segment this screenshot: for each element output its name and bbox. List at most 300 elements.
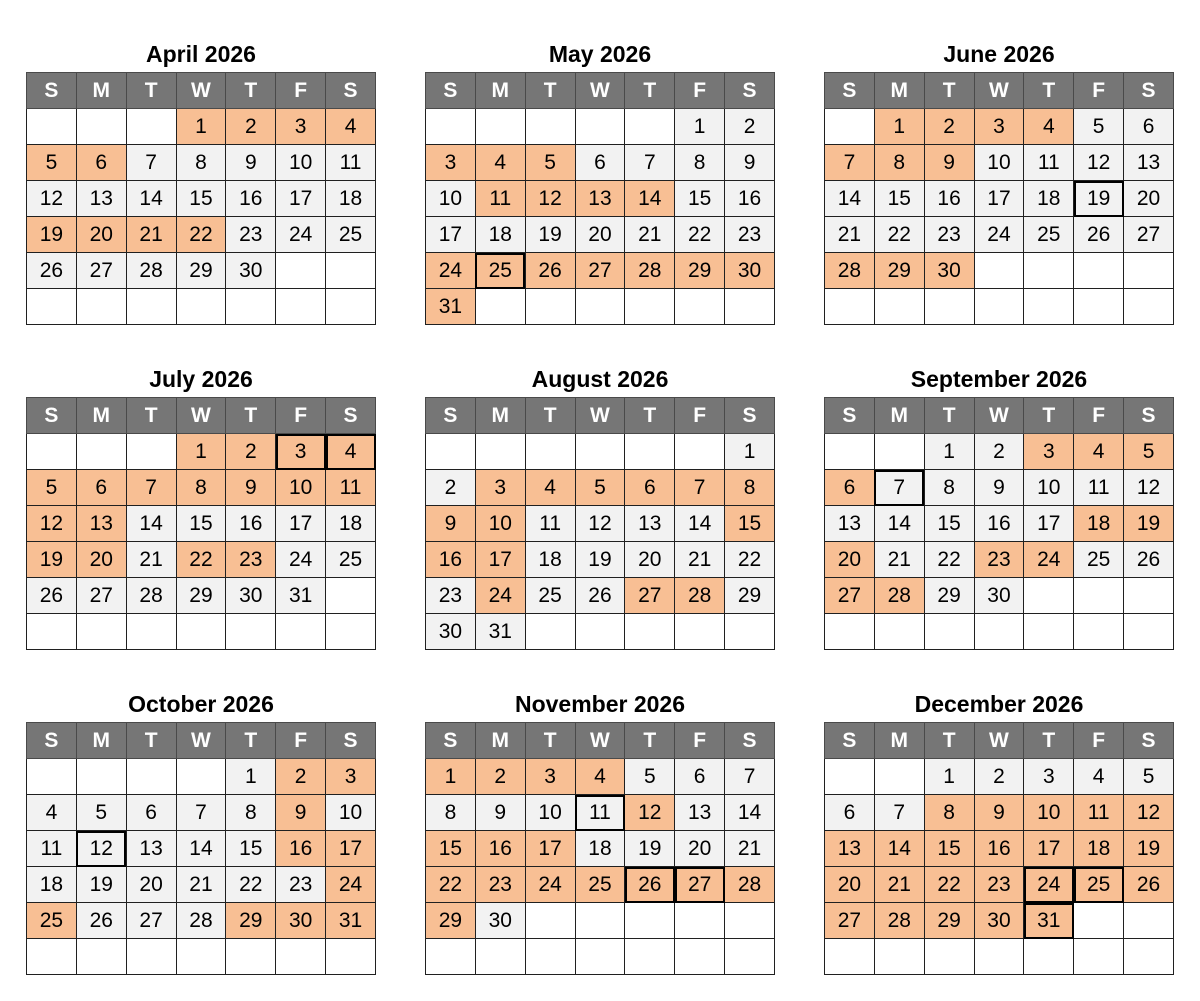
day-cell[interactable]: 20 bbox=[126, 867, 176, 903]
day-cell[interactable]: 28 bbox=[675, 578, 725, 614]
day-cell[interactable]: 28 bbox=[874, 578, 924, 614]
day-cell[interactable]: 20 bbox=[1124, 181, 1174, 217]
day-cell[interactable]: 11 bbox=[326, 470, 376, 506]
day-cell[interactable]: 6 bbox=[1124, 109, 1174, 145]
day-cell[interactable]: 7 bbox=[874, 470, 924, 506]
day-cell[interactable]: 5 bbox=[525, 145, 575, 181]
day-cell[interactable]: 3 bbox=[974, 109, 1024, 145]
day-cell[interactable]: 12 bbox=[27, 181, 77, 217]
weekday-header: T bbox=[924, 73, 974, 109]
day-cell[interactable]: 19 bbox=[625, 831, 675, 867]
day-cell[interactable]: 5 bbox=[27, 470, 77, 506]
day-cell[interactable]: 6 bbox=[76, 145, 126, 181]
day-cell[interactable]: 23 bbox=[475, 867, 525, 903]
day-cell[interactable]: 13 bbox=[575, 181, 625, 217]
day-cell[interactable]: 26 bbox=[525, 253, 575, 289]
day-cell[interactable]: 10 bbox=[1024, 470, 1074, 506]
day-cell[interactable]: 2 bbox=[725, 109, 775, 145]
empty-cell bbox=[924, 614, 974, 650]
day-cell[interactable]: 21 bbox=[625, 217, 675, 253]
day-cell[interactable]: 21 bbox=[825, 217, 875, 253]
day-cell[interactable]: 26 bbox=[1124, 867, 1174, 903]
day-cell[interactable]: 19 bbox=[1124, 506, 1174, 542]
weekday-header: W bbox=[974, 723, 1024, 759]
day-cell[interactable]: 1 bbox=[924, 434, 974, 470]
day-cell[interactable]: 27 bbox=[1124, 217, 1174, 253]
day-cell[interactable]: 27 bbox=[675, 867, 725, 903]
day-cell[interactable]: 13 bbox=[76, 506, 126, 542]
day-cell[interactable]: 13 bbox=[625, 506, 675, 542]
day-cell[interactable]: 30 bbox=[475, 903, 525, 939]
day-cell[interactable]: 28 bbox=[126, 253, 176, 289]
month-table bbox=[26, 722, 376, 975]
day-cell[interactable]: 3 bbox=[276, 434, 326, 470]
day-cell[interactable]: 2 bbox=[924, 109, 974, 145]
day-cell[interactable]: 19 bbox=[1124, 831, 1174, 867]
day-cell[interactable]: 2 bbox=[226, 109, 276, 145]
day-cell[interactable]: 9 bbox=[725, 145, 775, 181]
day-cell[interactable]: 2 bbox=[426, 470, 476, 506]
day-cell[interactable]: 12 bbox=[1124, 795, 1174, 831]
day-cell[interactable]: 28 bbox=[725, 867, 775, 903]
day-cell[interactable]: 18 bbox=[475, 217, 525, 253]
day-cell[interactable]: 15 bbox=[924, 506, 974, 542]
day-cell[interactable]: 22 bbox=[874, 217, 924, 253]
day-cell[interactable]: 23 bbox=[974, 542, 1024, 578]
day-cell[interactable]: 13 bbox=[76, 181, 126, 217]
day-cell[interactable]: 14 bbox=[126, 181, 176, 217]
day-cell[interactable]: 1 bbox=[725, 434, 775, 470]
day-cell[interactable]: 9 bbox=[974, 795, 1024, 831]
day-cell[interactable]: 3 bbox=[326, 759, 376, 795]
weekday-header: F bbox=[276, 398, 326, 434]
day-cell[interactable]: 30 bbox=[426, 614, 476, 650]
day-cell[interactable]: 11 bbox=[1074, 795, 1124, 831]
day-cell[interactable]: 3 bbox=[426, 145, 476, 181]
day-cell[interactable]: 15 bbox=[675, 181, 725, 217]
day-cell[interactable]: 24 bbox=[1024, 542, 1074, 578]
day-cell[interactable]: 2 bbox=[974, 759, 1024, 795]
day-cell[interactable]: 22 bbox=[924, 867, 974, 903]
day-cell[interactable]: 28 bbox=[825, 253, 875, 289]
day-cell[interactable]: 7 bbox=[874, 795, 924, 831]
day-cell[interactable]: 29 bbox=[675, 253, 725, 289]
day-cell[interactable]: 22 bbox=[675, 217, 725, 253]
week-row bbox=[27, 903, 376, 939]
day-cell[interactable]: 4 bbox=[326, 434, 376, 470]
day-cell[interactable]: 30 bbox=[974, 903, 1024, 939]
day-cell[interactable]: 18 bbox=[575, 831, 625, 867]
day-cell[interactable]: 9 bbox=[226, 470, 276, 506]
day-cell[interactable]: 23 bbox=[226, 542, 276, 578]
day-cell[interactable]: 10 bbox=[974, 145, 1024, 181]
day-cell[interactable]: 27 bbox=[825, 578, 875, 614]
day-cell[interactable]: 10 bbox=[426, 181, 476, 217]
day-cell[interactable]: 17 bbox=[1024, 506, 1074, 542]
day-cell[interactable]: 9 bbox=[924, 145, 974, 181]
day-cell[interactable]: 5 bbox=[27, 145, 77, 181]
day-cell[interactable]: 16 bbox=[924, 181, 974, 217]
day-cell[interactable]: 14 bbox=[874, 831, 924, 867]
day-cell[interactable]: 27 bbox=[575, 253, 625, 289]
day-cell[interactable]: 20 bbox=[76, 542, 126, 578]
day-cell[interactable]: 29 bbox=[226, 903, 276, 939]
day-cell[interactable]: 24 bbox=[276, 217, 326, 253]
day-cell[interactable]: 3 bbox=[475, 470, 525, 506]
day-cell[interactable]: 16 bbox=[226, 506, 276, 542]
day-cell[interactable]: 12 bbox=[525, 181, 575, 217]
day-cell[interactable]: 24 bbox=[426, 253, 476, 289]
day-cell[interactable]: 31 bbox=[475, 614, 525, 650]
day-cell[interactable]: 6 bbox=[126, 795, 176, 831]
day-cell[interactable]: 14 bbox=[176, 831, 226, 867]
week-row bbox=[27, 867, 376, 903]
day-cell[interactable]: 5 bbox=[1124, 434, 1174, 470]
day-cell[interactable]: 12 bbox=[1124, 470, 1174, 506]
day-cell[interactable]: 31 bbox=[276, 578, 326, 614]
weekday-header: F bbox=[1074, 73, 1124, 109]
day-cell[interactable]: 16 bbox=[974, 506, 1024, 542]
day-cell[interactable]: 26 bbox=[625, 867, 675, 903]
day-cell[interactable]: 4 bbox=[1074, 434, 1124, 470]
day-cell[interactable]: 1 bbox=[226, 759, 276, 795]
day-cell[interactable]: 11 bbox=[1074, 470, 1124, 506]
day-cell[interactable]: 14 bbox=[725, 795, 775, 831]
week-row bbox=[825, 578, 1174, 614]
day-cell[interactable]: 30 bbox=[226, 253, 276, 289]
day-cell[interactable]: 6 bbox=[625, 470, 675, 506]
day-cell[interactable]: 24 bbox=[276, 542, 326, 578]
day-cell[interactable]: 24 bbox=[326, 867, 376, 903]
day-cell[interactable]: 21 bbox=[126, 542, 176, 578]
day-cell[interactable]: 17 bbox=[276, 506, 326, 542]
day-cell[interactable]: 5 bbox=[1074, 109, 1124, 145]
day-cell[interactable]: 11 bbox=[326, 145, 376, 181]
day-cell[interactable]: 3 bbox=[525, 759, 575, 795]
weekday-header: S bbox=[1124, 723, 1174, 759]
day-cell[interactable]: 11 bbox=[1024, 145, 1074, 181]
day-cell[interactable]: 10 bbox=[1024, 795, 1074, 831]
weekday-header: S bbox=[825, 723, 875, 759]
day-cell[interactable]: 1 bbox=[176, 109, 226, 145]
day-cell[interactable]: 15 bbox=[176, 181, 226, 217]
day-cell[interactable]: 31 bbox=[326, 903, 376, 939]
day-cell[interactable]: 9 bbox=[475, 795, 525, 831]
day-cell[interactable]: 12 bbox=[575, 506, 625, 542]
day-cell[interactable]: 7 bbox=[625, 145, 675, 181]
day-cell[interactable]: 12 bbox=[27, 506, 77, 542]
day-cell[interactable]: 5 bbox=[575, 470, 625, 506]
day-cell[interactable]: 18 bbox=[27, 867, 77, 903]
day-cell[interactable]: 26 bbox=[1074, 217, 1124, 253]
day-cell[interactable]: 29 bbox=[924, 903, 974, 939]
day-cell[interactable]: 13 bbox=[825, 831, 875, 867]
day-cell[interactable]: 16 bbox=[226, 181, 276, 217]
day-cell[interactable]: 25 bbox=[326, 542, 376, 578]
day-cell[interactable]: 13 bbox=[1124, 145, 1174, 181]
day-cell[interactable]: 17 bbox=[525, 831, 575, 867]
day-cell[interactable]: 6 bbox=[675, 759, 725, 795]
day-cell[interactable]: 18 bbox=[1074, 506, 1124, 542]
day-cell[interactable]: 8 bbox=[924, 795, 974, 831]
day-cell[interactable]: 6 bbox=[825, 470, 875, 506]
day-cell[interactable]: 4 bbox=[326, 109, 376, 145]
day-cell[interactable]: 23 bbox=[426, 578, 476, 614]
day-cell[interactable]: 3 bbox=[276, 109, 326, 145]
day-cell[interactable]: 12 bbox=[76, 831, 126, 867]
day-cell[interactable]: 29 bbox=[176, 578, 226, 614]
day-cell[interactable]: 15 bbox=[924, 831, 974, 867]
day-cell[interactable]: 15 bbox=[874, 181, 924, 217]
day-cell[interactable]: 24 bbox=[974, 217, 1024, 253]
day-cell[interactable]: 23 bbox=[276, 867, 326, 903]
day-cell[interactable]: 8 bbox=[226, 795, 276, 831]
day-cell[interactable]: 7 bbox=[675, 470, 725, 506]
day-cell[interactable]: 26 bbox=[575, 578, 625, 614]
day-cell[interactable]: 20 bbox=[825, 542, 875, 578]
day-cell[interactable]: 5 bbox=[1124, 759, 1174, 795]
day-cell[interactable]: 8 bbox=[675, 145, 725, 181]
day-cell[interactable]: 19 bbox=[575, 542, 625, 578]
day-cell[interactable]: 12 bbox=[625, 795, 675, 831]
day-cell[interactable]: 21 bbox=[874, 867, 924, 903]
day-cell[interactable]: 5 bbox=[76, 795, 126, 831]
day-cell[interactable]: 18 bbox=[1074, 831, 1124, 867]
day-cell[interactable]: 23 bbox=[974, 867, 1024, 903]
empty-cell bbox=[924, 289, 974, 325]
week-row bbox=[825, 614, 1174, 650]
day-cell[interactable]: 4 bbox=[475, 145, 525, 181]
day-cell[interactable]: 25 bbox=[475, 253, 525, 289]
day-cell[interactable]: 29 bbox=[426, 903, 476, 939]
day-cell[interactable]: 17 bbox=[276, 181, 326, 217]
day-cell[interactable]: 25 bbox=[27, 903, 77, 939]
day-cell[interactable]: 4 bbox=[1024, 109, 1074, 145]
empty-cell bbox=[874, 614, 924, 650]
day-cell[interactable]: 15 bbox=[725, 506, 775, 542]
day-cell[interactable]: 11 bbox=[525, 506, 575, 542]
day-cell[interactable]: 4 bbox=[525, 470, 575, 506]
day-cell[interactable]: 7 bbox=[126, 470, 176, 506]
day-cell[interactable]: 7 bbox=[126, 145, 176, 181]
day-cell[interactable]: 28 bbox=[126, 578, 176, 614]
day-cell[interactable]: 19 bbox=[27, 217, 77, 253]
day-cell[interactable]: 1 bbox=[426, 759, 476, 795]
day-cell[interactable]: 29 bbox=[924, 578, 974, 614]
day-cell[interactable]: 1 bbox=[176, 434, 226, 470]
week-row bbox=[426, 181, 775, 217]
day-cell[interactable]: 22 bbox=[176, 217, 226, 253]
day-cell[interactable]: 29 bbox=[176, 253, 226, 289]
day-cell[interactable]: 21 bbox=[874, 542, 924, 578]
day-cell[interactable]: 29 bbox=[725, 578, 775, 614]
day-cell[interactable]: 26 bbox=[1124, 542, 1174, 578]
day-cell[interactable]: 26 bbox=[27, 253, 77, 289]
day-cell[interactable]: 23 bbox=[725, 217, 775, 253]
day-cell[interactable]: 10 bbox=[276, 470, 326, 506]
empty-cell bbox=[525, 289, 575, 325]
day-cell[interactable]: 30 bbox=[725, 253, 775, 289]
day-cell[interactable]: 4 bbox=[1074, 759, 1124, 795]
day-cell[interactable]: 17 bbox=[326, 831, 376, 867]
day-cell[interactable]: 7 bbox=[176, 795, 226, 831]
day-cell[interactable]: 27 bbox=[825, 903, 875, 939]
day-cell[interactable]: 9 bbox=[426, 506, 476, 542]
day-cell[interactable]: 22 bbox=[426, 867, 476, 903]
day-cell[interactable]: 19 bbox=[76, 867, 126, 903]
month-calendar bbox=[824, 650, 1174, 975]
day-cell[interactable]: 16 bbox=[725, 181, 775, 217]
day-cell[interactable]: 30 bbox=[974, 578, 1024, 614]
day-cell[interactable]: 20 bbox=[76, 217, 126, 253]
empty-cell bbox=[525, 939, 575, 975]
day-cell[interactable]: 18 bbox=[525, 542, 575, 578]
day-cell[interactable]: 19 bbox=[1074, 181, 1124, 217]
day-cell[interactable]: 13 bbox=[126, 831, 176, 867]
day-cell[interactable]: 13 bbox=[825, 506, 875, 542]
day-cell[interactable]: 16 bbox=[276, 831, 326, 867]
day-cell[interactable]: 21 bbox=[725, 831, 775, 867]
day-cell[interactable]: 1 bbox=[675, 109, 725, 145]
day-cell[interactable]: 16 bbox=[475, 831, 525, 867]
day-cell[interactable]: 11 bbox=[27, 831, 77, 867]
day-cell[interactable]: 24 bbox=[475, 578, 525, 614]
day-cell[interactable]: 8 bbox=[924, 470, 974, 506]
day-cell[interactable]: 7 bbox=[725, 759, 775, 795]
day-cell[interactable]: 28 bbox=[874, 903, 924, 939]
empty-cell bbox=[27, 109, 77, 145]
day-cell[interactable]: 16 bbox=[974, 831, 1024, 867]
day-cell[interactable]: 21 bbox=[675, 542, 725, 578]
day-cell[interactable]: 18 bbox=[326, 181, 376, 217]
day-cell[interactable]: 21 bbox=[126, 217, 176, 253]
day-cell[interactable]: 25 bbox=[1024, 217, 1074, 253]
day-cell[interactable]: 27 bbox=[126, 903, 176, 939]
day-cell[interactable]: 2 bbox=[226, 434, 276, 470]
day-cell[interactable]: 27 bbox=[625, 578, 675, 614]
day-cell[interactable]: 13 bbox=[675, 795, 725, 831]
day-cell[interactable]: 9 bbox=[974, 470, 1024, 506]
day-cell[interactable]: 23 bbox=[226, 217, 276, 253]
day-cell[interactable]: 19 bbox=[525, 217, 575, 253]
day-cell[interactable]: 31 bbox=[1024, 903, 1074, 939]
day-cell[interactable]: 27 bbox=[76, 578, 126, 614]
day-cell[interactable]: 15 bbox=[176, 506, 226, 542]
day-cell[interactable]: 30 bbox=[226, 578, 276, 614]
day-cell[interactable]: 8 bbox=[874, 145, 924, 181]
day-cell[interactable]: 1 bbox=[874, 109, 924, 145]
day-cell[interactable]: 18 bbox=[326, 506, 376, 542]
day-cell[interactable]: 22 bbox=[725, 542, 775, 578]
day-cell[interactable]: 17 bbox=[426, 217, 476, 253]
day-cell[interactable]: 14 bbox=[625, 181, 675, 217]
day-cell[interactable]: 14 bbox=[825, 181, 875, 217]
day-cell[interactable]: 7 bbox=[825, 145, 875, 181]
day-cell[interactable]: 25 bbox=[575, 867, 625, 903]
day-cell[interactable]: 12 bbox=[1074, 145, 1124, 181]
day-cell[interactable]: 11 bbox=[475, 181, 525, 217]
day-cell[interactable]: 21 bbox=[176, 867, 226, 903]
day-cell[interactable]: 17 bbox=[1024, 831, 1074, 867]
day-cell[interactable]: 8 bbox=[725, 470, 775, 506]
day-cell[interactable]: 2 bbox=[475, 759, 525, 795]
day-cell[interactable]: 20 bbox=[625, 542, 675, 578]
day-cell[interactable]: 10 bbox=[276, 145, 326, 181]
day-cell[interactable]: 25 bbox=[1074, 867, 1124, 903]
day-cell[interactable]: 2 bbox=[276, 759, 326, 795]
day-cell[interactable]: 30 bbox=[276, 903, 326, 939]
day-cell[interactable]: 15 bbox=[226, 831, 276, 867]
empty-cell bbox=[924, 939, 974, 975]
day-cell[interactable]: 29 bbox=[874, 253, 924, 289]
day-cell[interactable]: 19 bbox=[27, 542, 77, 578]
day-cell[interactable]: 28 bbox=[176, 903, 226, 939]
week-row bbox=[426, 253, 775, 289]
day-cell[interactable]: 6 bbox=[825, 795, 875, 831]
day-cell[interactable]: 9 bbox=[276, 795, 326, 831]
day-cell[interactable]: 23 bbox=[924, 217, 974, 253]
day-cell[interactable]: 25 bbox=[326, 217, 376, 253]
day-cell[interactable]: 28 bbox=[625, 253, 675, 289]
day-cell[interactable]: 17 bbox=[475, 542, 525, 578]
day-cell[interactable]: 6 bbox=[575, 145, 625, 181]
day-cell[interactable]: 31 bbox=[426, 289, 476, 325]
week-row bbox=[825, 759, 1174, 795]
weekday-header: T bbox=[525, 73, 575, 109]
day-cell[interactable]: 20 bbox=[675, 831, 725, 867]
day-cell[interactable]: 22 bbox=[924, 542, 974, 578]
day-cell[interactable]: 20 bbox=[825, 867, 875, 903]
day-cell[interactable]: 8 bbox=[176, 470, 226, 506]
day-cell[interactable]: 22 bbox=[176, 542, 226, 578]
empty-cell bbox=[974, 253, 1024, 289]
day-cell[interactable]: 5 bbox=[625, 759, 675, 795]
day-cell[interactable]: 6 bbox=[76, 470, 126, 506]
day-cell[interactable]: 24 bbox=[525, 867, 575, 903]
day-cell[interactable]: 14 bbox=[874, 506, 924, 542]
day-cell[interactable]: 4 bbox=[27, 795, 77, 831]
day-cell[interactable]: 2 bbox=[974, 434, 1024, 470]
day-cell[interactable]: 10 bbox=[475, 506, 525, 542]
day-cell[interactable]: 30 bbox=[924, 253, 974, 289]
day-cell[interactable]: 25 bbox=[1074, 542, 1124, 578]
day-cell[interactable]: 18 bbox=[1024, 181, 1074, 217]
day-cell[interactable]: 16 bbox=[426, 542, 476, 578]
day-cell[interactable]: 27 bbox=[76, 253, 126, 289]
day-cell[interactable]: 14 bbox=[675, 506, 725, 542]
day-cell[interactable]: 25 bbox=[525, 578, 575, 614]
day-cell[interactable]: 10 bbox=[326, 795, 376, 831]
day-cell[interactable]: 20 bbox=[575, 217, 625, 253]
day-cell[interactable]: 14 bbox=[126, 506, 176, 542]
day-cell[interactable]: 9 bbox=[226, 145, 276, 181]
day-cell[interactable]: 4 bbox=[575, 759, 625, 795]
day-cell[interactable]: 26 bbox=[27, 578, 77, 614]
day-cell[interactable]: 3 bbox=[1024, 759, 1074, 795]
day-cell[interactable]: 22 bbox=[226, 867, 276, 903]
month-title: December 2026 bbox=[914, 691, 1084, 717]
day-cell[interactable]: 1 bbox=[924, 759, 974, 795]
day-cell[interactable]: 8 bbox=[176, 145, 226, 181]
day-cell[interactable]: 17 bbox=[974, 181, 1024, 217]
day-cell[interactable]: 26 bbox=[76, 903, 126, 939]
day-cell[interactable]: 15 bbox=[426, 831, 476, 867]
day-cell[interactable]: 3 bbox=[1024, 434, 1074, 470]
day-cell[interactable]: 10 bbox=[525, 795, 575, 831]
day-cell[interactable]: 24 bbox=[1024, 867, 1074, 903]
day-cell[interactable]: 8 bbox=[426, 795, 476, 831]
day-cell[interactable]: 11 bbox=[575, 795, 625, 831]
